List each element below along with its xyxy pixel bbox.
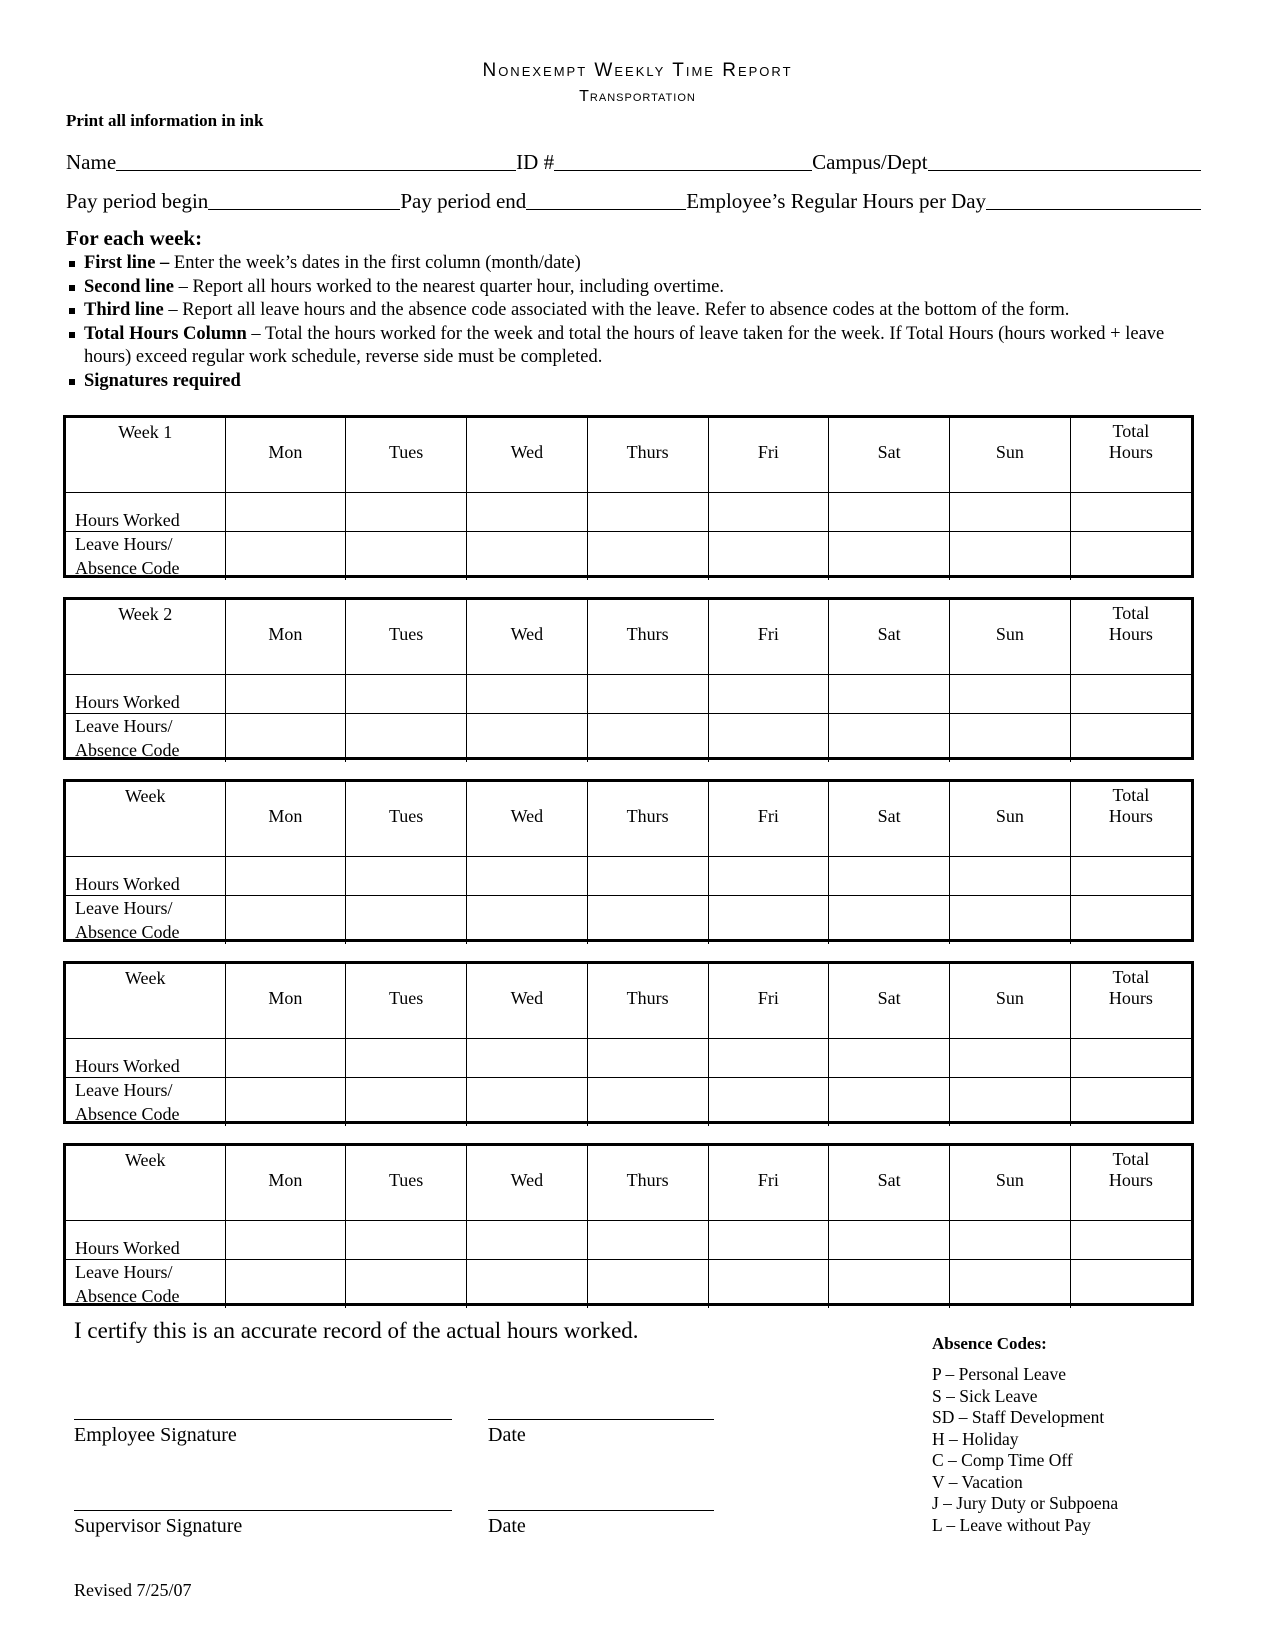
total-hours-header: Total Hours bbox=[1070, 600, 1191, 674]
leave-cell[interactable] bbox=[829, 895, 950, 944]
hours-cell[interactable] bbox=[950, 856, 1071, 895]
supervisor-signature-label: Supervisor Signature bbox=[74, 1515, 243, 1537]
leave-cell[interactable] bbox=[225, 531, 346, 580]
hours-cell[interactable] bbox=[708, 1220, 829, 1259]
week-label[interactable]: Week 2 bbox=[66, 600, 225, 674]
leave-cell[interactable] bbox=[829, 531, 950, 580]
hours-worked-label: Hours Worked bbox=[66, 674, 225, 713]
absence-code-item: L – Leave without Pay bbox=[932, 1514, 1091, 1535]
day-header-sun[interactable]: Sun bbox=[950, 418, 1071, 492]
leave-cell[interactable] bbox=[346, 713, 467, 762]
total-leave-cell[interactable] bbox=[1070, 1077, 1191, 1126]
instruction-item: Total Hours Column – Total the hours worked for the week and total the hours of leave taken for the week. If Total Hours (hours worked + leave hours) exceed regular work schedule, reverse side must be completed. bbox=[66, 323, 1216, 370]
leave-cell[interactable] bbox=[467, 1259, 588, 1308]
absence-code-item: C – Comp Time Off bbox=[932, 1450, 1073, 1470]
hours-cell[interactable] bbox=[950, 1220, 1071, 1259]
leave-cell[interactable] bbox=[587, 531, 708, 580]
leave-cell[interactable] bbox=[467, 1077, 588, 1126]
hours-cell[interactable] bbox=[708, 674, 829, 713]
day-header-sat[interactable]: Sat bbox=[829, 600, 950, 674]
certification-statement: I certify this is an accurate record of the actual hours worked. bbox=[74, 1318, 639, 1343]
day-header-fri[interactable]: Fri bbox=[708, 418, 829, 492]
leave-cell[interactable] bbox=[467, 713, 588, 762]
day-header-sat[interactable]: Sat bbox=[829, 964, 950, 1038]
pay-period-row bbox=[66, 189, 1201, 214]
day-header-wed[interactable]: Wed bbox=[467, 600, 588, 674]
total-hours-cell[interactable] bbox=[1070, 492, 1191, 531]
hours-cell[interactable] bbox=[587, 492, 708, 531]
day-header-mon[interactable]: Mon bbox=[225, 418, 346, 492]
leave-cell[interactable] bbox=[225, 895, 346, 944]
day-header-sun[interactable]: Sun bbox=[950, 964, 1071, 1038]
leave-cell[interactable] bbox=[708, 1077, 829, 1126]
day-header-mon[interactable]: Mon bbox=[225, 600, 346, 674]
pay-begin-field[interactable] bbox=[208, 191, 400, 210]
hours-cell[interactable] bbox=[225, 856, 346, 895]
leave-hours-label: Leave Hours/ Absence Code bbox=[66, 1077, 225, 1126]
total-hours-cell[interactable] bbox=[1070, 1038, 1191, 1077]
day-header-tues[interactable]: Tues bbox=[346, 418, 467, 492]
leave-cell[interactable] bbox=[950, 895, 1071, 944]
leave-cell[interactable] bbox=[708, 531, 829, 580]
id-field[interactable] bbox=[554, 152, 812, 171]
instructions-list bbox=[66, 252, 1216, 393]
leave-cell[interactable] bbox=[587, 895, 708, 944]
day-header-tues[interactable]: Tues bbox=[346, 782, 467, 856]
day-header-mon[interactable]: Mon bbox=[225, 1146, 346, 1220]
day-header-thurs[interactable]: Thurs bbox=[587, 782, 708, 856]
hours-worked-label: Hours Worked bbox=[66, 1220, 225, 1259]
hours-cell[interactable] bbox=[950, 492, 1071, 531]
leave-cell[interactable] bbox=[708, 1259, 829, 1308]
hours-cell[interactable] bbox=[829, 856, 950, 895]
supervisor-signature-line[interactable] bbox=[74, 1510, 452, 1511]
total-hours-header: Total Hours bbox=[1070, 1146, 1191, 1220]
day-header-fri[interactable]: Fri bbox=[708, 1146, 829, 1220]
leave-cell[interactable] bbox=[708, 713, 829, 762]
leave-cell[interactable] bbox=[225, 1259, 346, 1308]
total-leave-cell[interactable] bbox=[1070, 895, 1191, 944]
leave-cell[interactable] bbox=[346, 531, 467, 580]
leave-cell[interactable] bbox=[950, 531, 1071, 580]
regular-hours-field[interactable] bbox=[986, 191, 1201, 210]
hours-cell[interactable] bbox=[467, 1038, 588, 1077]
supervisor-date-label: Date bbox=[488, 1515, 526, 1537]
absence-code-item: S – Sick Leave bbox=[932, 1385, 1038, 1406]
day-header-thurs[interactable]: Thurs bbox=[587, 600, 708, 674]
campus-label: Campus/Dept bbox=[812, 150, 928, 174]
id-label: ID # bbox=[516, 150, 555, 174]
absence-codes-list bbox=[932, 1364, 1118, 1536]
leave-cell[interactable] bbox=[950, 1077, 1071, 1126]
form-title: Nonexempt Weekly Time Report bbox=[482, 60, 793, 81]
form-subtitle: Transportation bbox=[579, 88, 696, 105]
leave-cell[interactable] bbox=[346, 1077, 467, 1126]
leave-cell[interactable] bbox=[346, 895, 467, 944]
week-table-3 bbox=[63, 779, 1194, 942]
instruction-item: Signatures required bbox=[66, 370, 1216, 394]
hours-cell[interactable] bbox=[225, 1220, 346, 1259]
hours-cell[interactable] bbox=[829, 674, 950, 713]
week-table-2 bbox=[63, 597, 1194, 760]
hours-cell[interactable] bbox=[708, 856, 829, 895]
week-label[interactable]: Week bbox=[66, 782, 225, 856]
name-label: Name bbox=[66, 150, 117, 174]
week-label[interactable]: Week bbox=[66, 964, 225, 1038]
hours-worked-label: Hours Worked bbox=[66, 492, 225, 531]
print-note: Print all information in ink bbox=[66, 111, 264, 130]
absence-code-item: SD – Staff Development bbox=[932, 1407, 1105, 1427]
instructions-heading: For each week: bbox=[66, 226, 203, 250]
day-header-sun[interactable]: Sun bbox=[950, 782, 1071, 856]
absence-code-item: P – Personal Leave bbox=[932, 1364, 1066, 1384]
employee-date-line[interactable] bbox=[488, 1419, 714, 1420]
leave-cell[interactable] bbox=[587, 713, 708, 762]
leave-cell[interactable] bbox=[829, 713, 950, 762]
day-header-wed[interactable]: Wed bbox=[467, 964, 588, 1038]
day-header-thurs[interactable]: Thurs bbox=[587, 964, 708, 1038]
week-table-4 bbox=[63, 961, 1194, 1124]
leave-cell[interactable] bbox=[225, 713, 346, 762]
revision-date: Revised 7/25/07 bbox=[74, 1580, 192, 1600]
day-header-mon[interactable]: Mon bbox=[225, 964, 346, 1038]
regular-hours-label: Employee’s Regular Hours per Day bbox=[686, 189, 987, 213]
hours-cell[interactable] bbox=[950, 674, 1071, 713]
week-table-1 bbox=[63, 415, 1194, 578]
leave-cell[interactable] bbox=[950, 1259, 1071, 1308]
hours-cell[interactable] bbox=[467, 856, 588, 895]
total-leave-cell[interactable] bbox=[1070, 713, 1191, 762]
day-header-sun[interactable]: Sun bbox=[950, 600, 1071, 674]
week-label[interactable]: Week 1 bbox=[66, 418, 225, 492]
absence-code-item: J – Jury Duty or Subpoena bbox=[932, 1493, 1119, 1513]
pay-end-label: Pay period end bbox=[400, 189, 527, 213]
hours-cell[interactable] bbox=[587, 1220, 708, 1259]
week-label[interactable]: Week bbox=[66, 1146, 225, 1220]
day-header-fri[interactable]: Fri bbox=[708, 964, 829, 1038]
instruction-item: Second line – Report all hours worked to the nearest quarter hour, including overtime. bbox=[66, 276, 1216, 300]
total-leave-cell[interactable] bbox=[1070, 531, 1191, 580]
day-header-tues[interactable]: Tues bbox=[346, 1146, 467, 1220]
hours-cell[interactable] bbox=[467, 492, 588, 531]
hours-cell[interactable] bbox=[829, 1220, 950, 1259]
hours-cell[interactable] bbox=[346, 1220, 467, 1259]
hours-cell[interactable] bbox=[829, 492, 950, 531]
hours-cell[interactable] bbox=[950, 1038, 1071, 1077]
hours-cell[interactable] bbox=[225, 492, 346, 531]
hours-worked-label: Hours Worked bbox=[66, 1038, 225, 1077]
day-header-wed[interactable]: Wed bbox=[467, 1146, 588, 1220]
day-header-fri[interactable]: Fri bbox=[708, 600, 829, 674]
total-hours-cell[interactable] bbox=[1070, 856, 1191, 895]
leave-cell[interactable] bbox=[225, 1077, 346, 1126]
employee-signature-line[interactable] bbox=[74, 1419, 452, 1420]
hours-cell[interactable] bbox=[346, 856, 467, 895]
hours-cell[interactable] bbox=[708, 1038, 829, 1077]
employee-signature-label: Employee Signature bbox=[74, 1424, 237, 1446]
leave-cell[interactable] bbox=[346, 1259, 467, 1308]
day-header-wed[interactable]: Wed bbox=[467, 418, 588, 492]
total-hours-header: Total Hours bbox=[1070, 964, 1191, 1038]
leave-cell[interactable] bbox=[950, 713, 1071, 762]
pay-end-field[interactable] bbox=[526, 191, 686, 210]
hours-cell[interactable] bbox=[587, 856, 708, 895]
hours-cell[interactable] bbox=[587, 1038, 708, 1077]
hours-cell[interactable] bbox=[829, 1038, 950, 1077]
hours-cell[interactable] bbox=[346, 674, 467, 713]
leave-cell[interactable] bbox=[587, 1259, 708, 1308]
employee-info-row bbox=[66, 150, 1201, 175]
hours-cell[interactable] bbox=[587, 674, 708, 713]
day-header-wed[interactable]: Wed bbox=[467, 782, 588, 856]
leave-cell[interactable] bbox=[587, 1077, 708, 1126]
week-table-5 bbox=[63, 1143, 1194, 1306]
leave-hours-label: Leave Hours/ Absence Code bbox=[66, 531, 225, 580]
day-header-sat[interactable]: Sat bbox=[829, 1146, 950, 1220]
campus-field[interactable] bbox=[928, 152, 1201, 171]
total-hours-header: Total Hours bbox=[1070, 782, 1191, 856]
supervisor-date-line[interactable] bbox=[488, 1510, 714, 1511]
hours-cell[interactable] bbox=[225, 674, 346, 713]
absence-codes-title: Absence Codes: bbox=[932, 1334, 1047, 1353]
pay-begin-label: Pay period begin bbox=[66, 189, 209, 213]
leave-hours-label: Leave Hours/ Absence Code bbox=[66, 1259, 225, 1308]
total-hours-cell[interactable] bbox=[1070, 674, 1191, 713]
total-leave-cell[interactable] bbox=[1070, 1259, 1191, 1308]
leave-cell[interactable] bbox=[829, 1077, 950, 1126]
day-header-thurs[interactable]: Thurs bbox=[587, 1146, 708, 1220]
day-header-fri[interactable]: Fri bbox=[708, 782, 829, 856]
hours-cell[interactable] bbox=[225, 1038, 346, 1077]
hours-worked-label: Hours Worked bbox=[66, 856, 225, 895]
employee-date-label: Date bbox=[488, 1424, 526, 1446]
day-header-sun[interactable]: Sun bbox=[950, 1146, 1071, 1220]
day-header-sat[interactable]: Sat bbox=[829, 782, 950, 856]
hours-cell[interactable] bbox=[346, 1038, 467, 1077]
hours-cell[interactable] bbox=[467, 674, 588, 713]
leave-cell[interactable] bbox=[708, 895, 829, 944]
instruction-item: First line – Enter the week’s dates in the first column (month/date) bbox=[66, 252, 1216, 276]
day-header-thurs[interactable]: Thurs bbox=[587, 418, 708, 492]
name-field[interactable] bbox=[116, 152, 516, 171]
leave-cell[interactable] bbox=[829, 1259, 950, 1308]
day-header-tues[interactable]: Tues bbox=[346, 964, 467, 1038]
day-header-mon[interactable]: Mon bbox=[225, 782, 346, 856]
leave-cell[interactable] bbox=[467, 531, 588, 580]
day-header-sat[interactable]: Sat bbox=[829, 418, 950, 492]
hours-cell[interactable] bbox=[346, 492, 467, 531]
hours-cell[interactable] bbox=[708, 492, 829, 531]
total-hours-header: Total Hours bbox=[1070, 418, 1191, 492]
leave-hours-label: Leave Hours/ Absence Code bbox=[66, 895, 225, 944]
absence-code-item: V – Vacation bbox=[932, 1471, 1023, 1492]
leave-cell[interactable] bbox=[467, 895, 588, 944]
absence-code-item: H – Holiday bbox=[932, 1428, 1019, 1449]
leave-hours-label: Leave Hours/ Absence Code bbox=[66, 713, 225, 762]
day-header-tues[interactable]: Tues bbox=[346, 600, 467, 674]
hours-cell[interactable] bbox=[467, 1220, 588, 1259]
total-hours-cell[interactable] bbox=[1070, 1220, 1191, 1259]
instruction-item: Third line – Report all leave hours and the absence code associated with the leave. Refer to absence codes at the bottom of the form. bbox=[66, 299, 1216, 323]
